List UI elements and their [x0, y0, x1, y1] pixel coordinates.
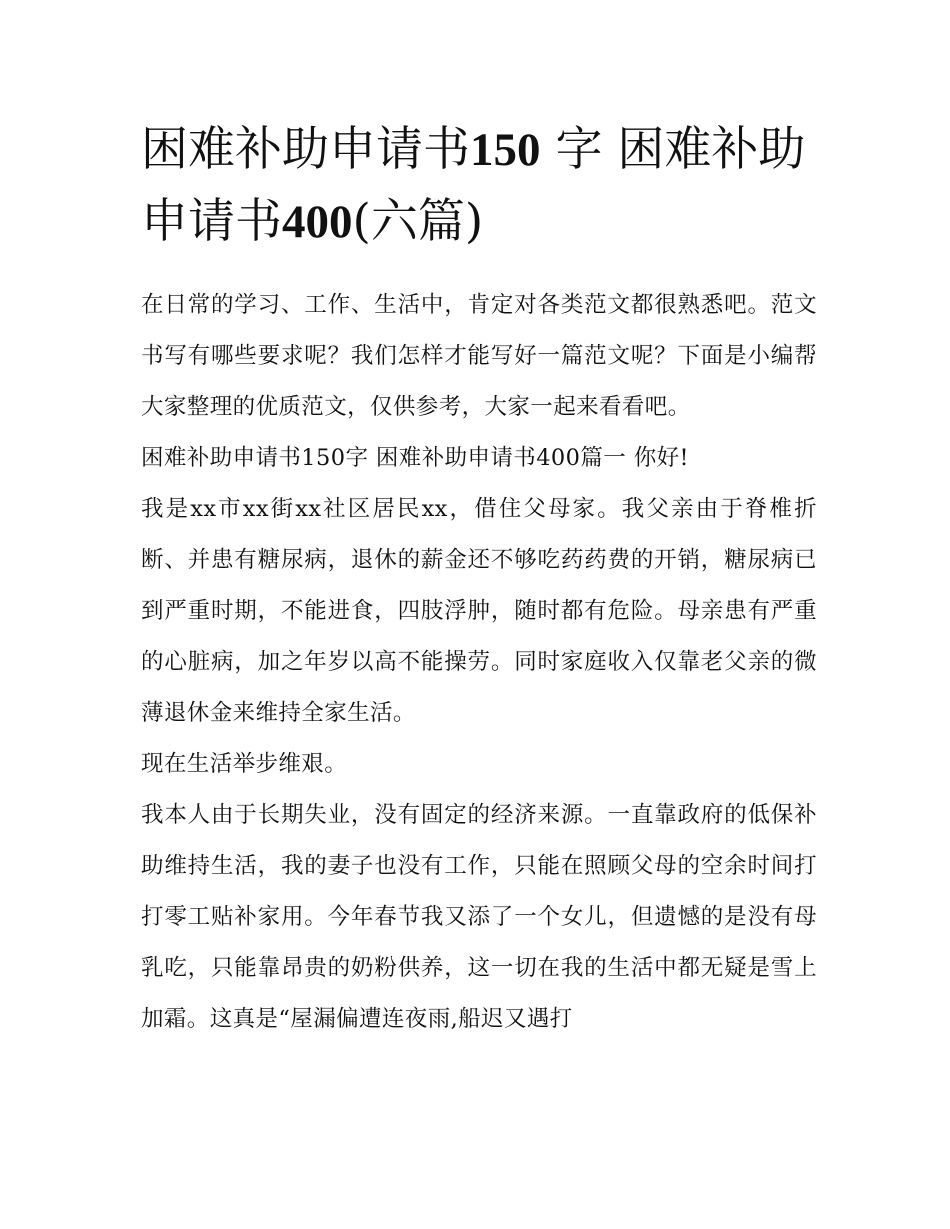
paragraph-intro: 在日常的学习、工作、生活中，肯定对各类范文都很熟悉吧。范文书写有哪些要求呢？我们怎样才能写好一篇范文呢？下面是小编帮大家整理的优质范文，仅供参考，大家一起来看看吧。: [141, 292, 817, 420]
title-number-400: 400: [282, 196, 353, 248]
title-text-2: 字 困难补助申请书: [141, 122, 806, 249]
title-text-3: (六篇): [352, 194, 484, 249]
document-content: [141, 114, 817, 1045]
paragraph-personal: 我本人由于长期失业，没有固定的经济来源。一直靠政府的低保补助维持生活，我的妻子也没有工作，只能在照顾父母的空余时间打打零工贴补家用。今年春节我又添了一个女儿，但遗憾的是没有母乳吃，只能靠昂贵的奶粉供养，这一切在我的生活中都无疑是雪上加霜。这真是“屋漏偏遭连夜雨,船迟又遇打: [141, 802, 817, 1032]
document-title: [141, 114, 817, 258]
document-body: [141, 280, 817, 1045]
title-text-1: 困难补助申请书: [141, 122, 470, 177]
paragraph-heading-1: 困难补助申请书150字 困难补助申请书400篇一 你好!: [141, 445, 689, 471]
title-number-150: 150: [470, 124, 541, 176]
paragraph-hardship: 现在生活举步维艰。: [141, 751, 348, 777]
paragraph-family: 我是xx市xx街xx社区居民xx，借住父母家。我父亲由于脊椎折断、并患有糖尿病，退休的薪金还不够吃药药费的开销，糖尿病已到严重时期，不能进食，四肢浮肿，随时都有危险。母亲患有严重的心脏病，加之年岁以高不能操劳。同时家庭收入仅靠老父亲的微薄退休金来维持全家生活。: [141, 496, 817, 726]
